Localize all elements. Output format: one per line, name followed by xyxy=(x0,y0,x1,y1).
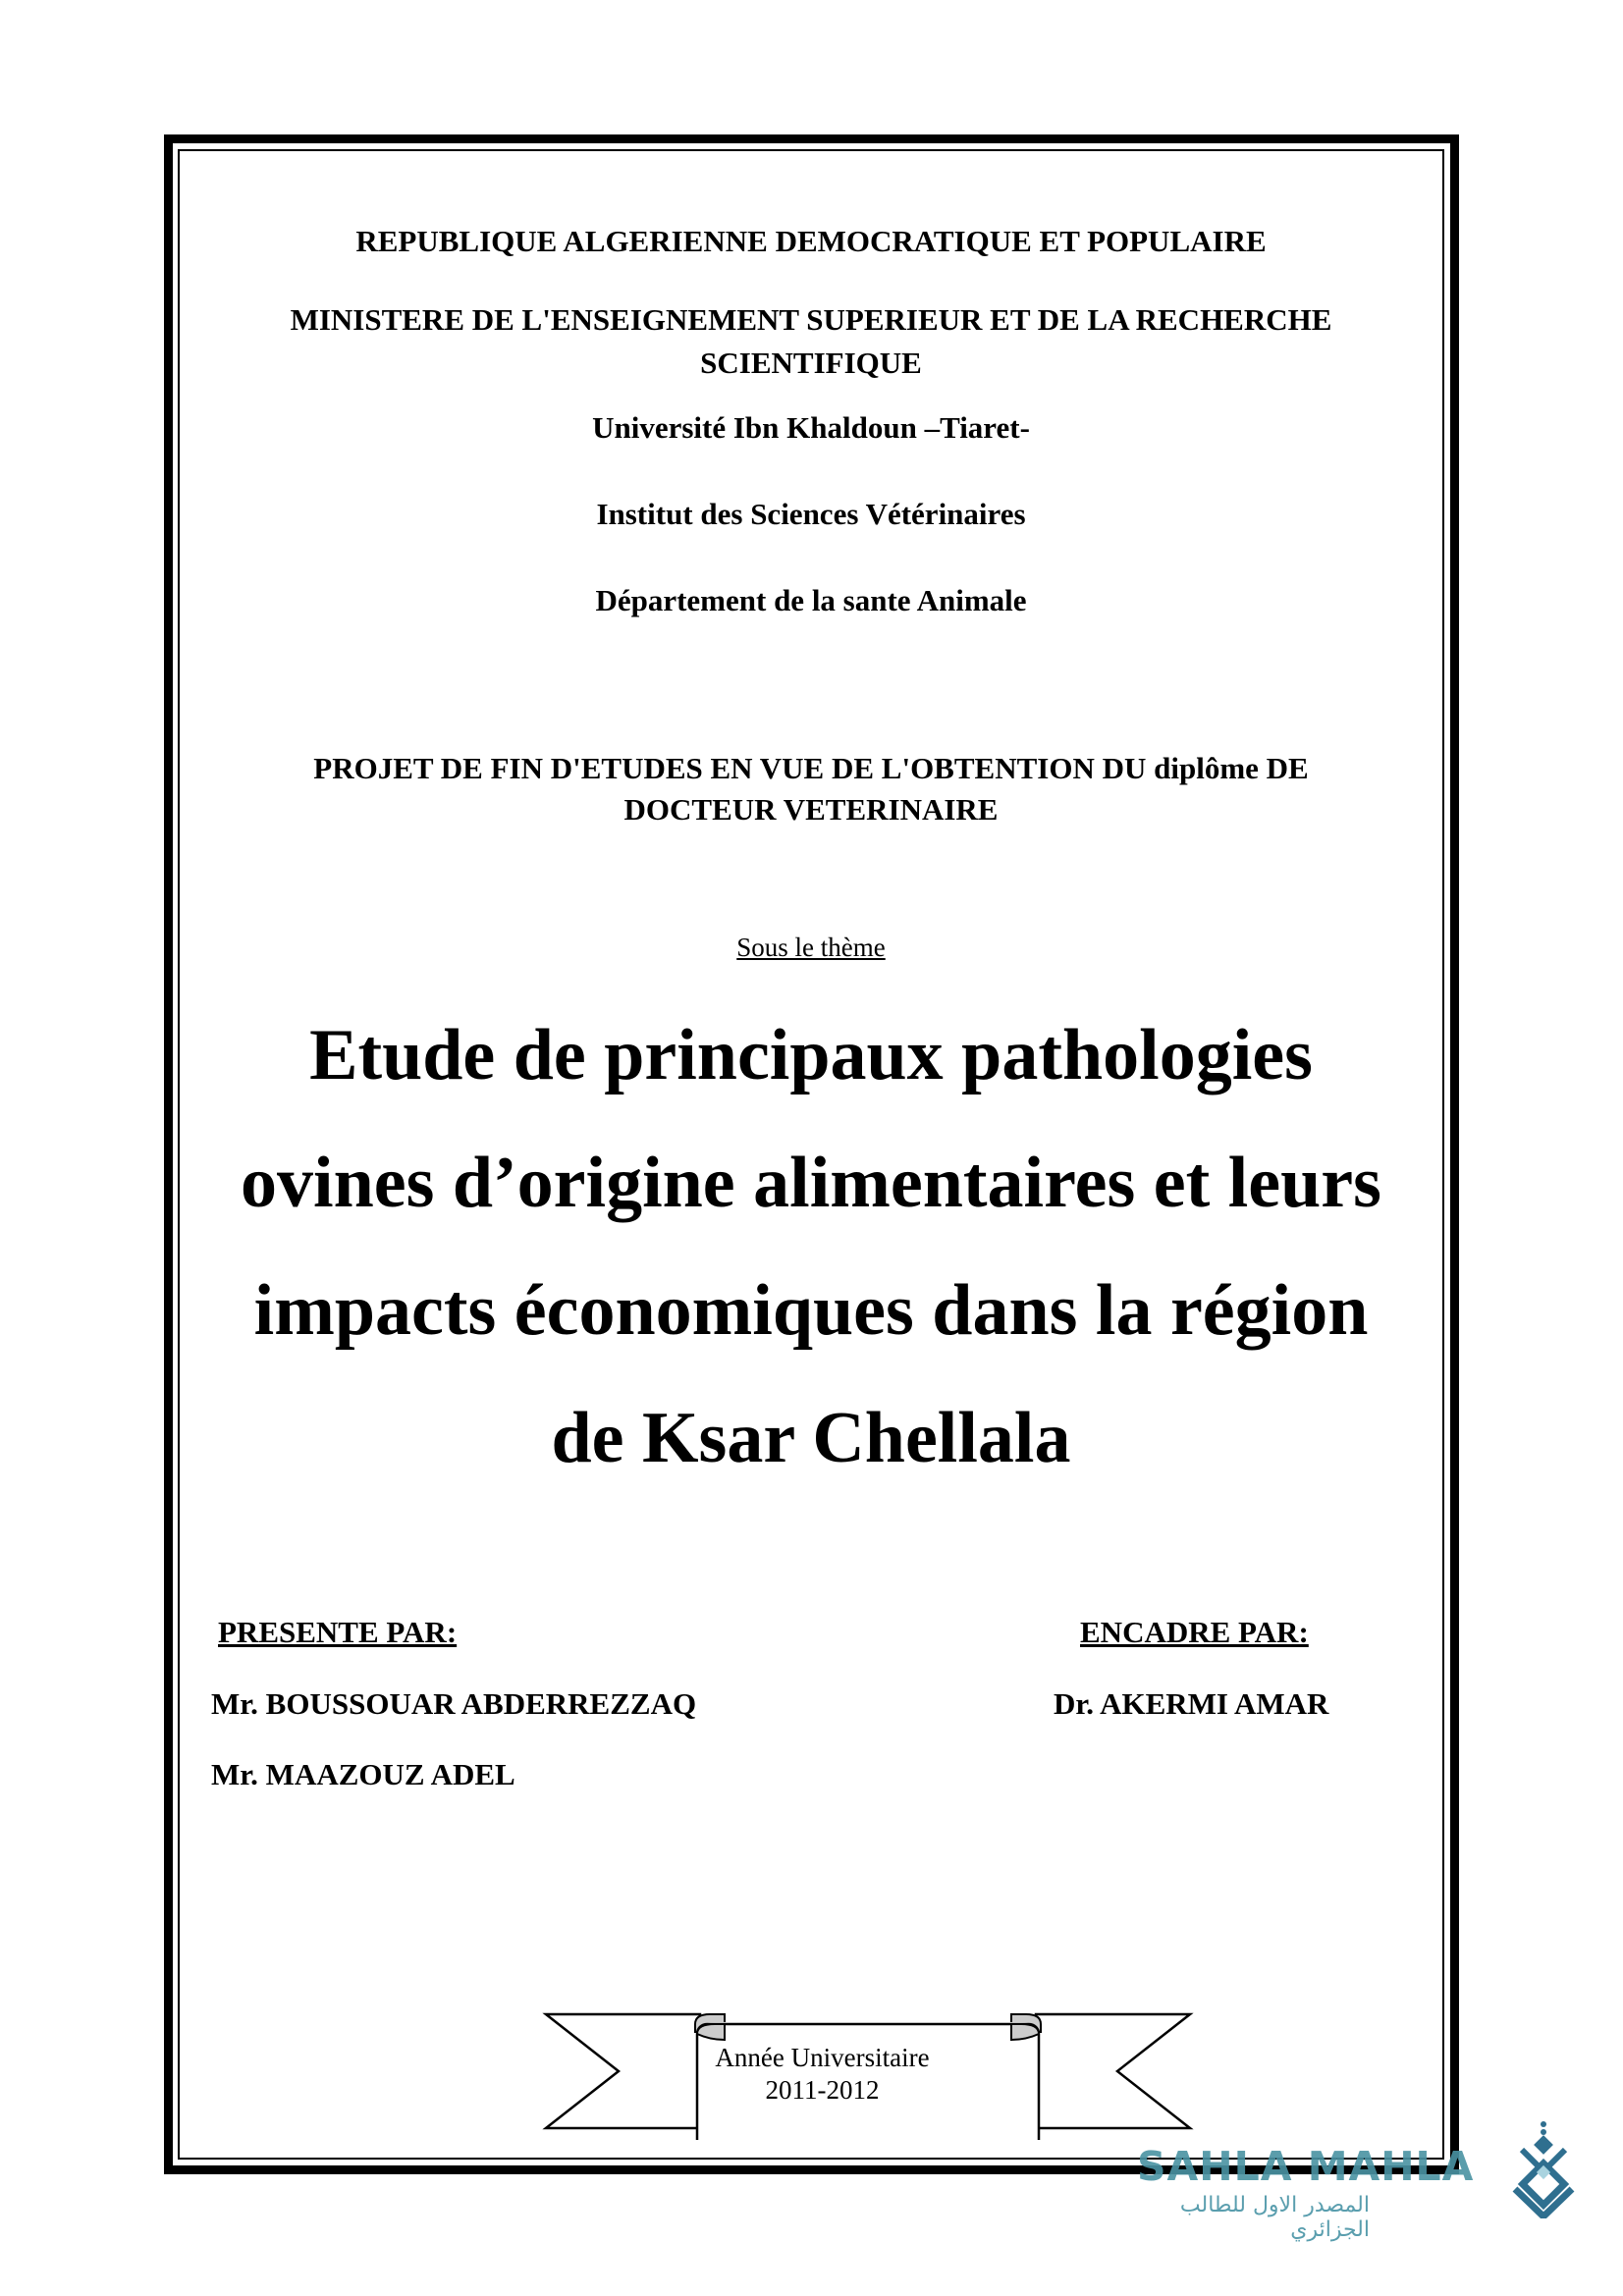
university-name: Université Ibn Khaldoun –Tiaret- xyxy=(592,410,1030,445)
project-line-2: DOCTEUR VETERINAIRE xyxy=(623,792,999,827)
ministry-line-2: SCIENTIFIQUE xyxy=(700,346,922,380)
title-line-3: impacts économiques dans la région xyxy=(253,1270,1369,1351)
academic-year-label: Année Universitaire xyxy=(715,2043,930,2072)
title-line-2: ovines d’origine alimentaires et leurs xyxy=(241,1143,1381,1223)
student-name: Mr. BOUSSOUAR ABDERREZZAQ xyxy=(211,1686,697,1721)
student-name: Mr. MAAZOUZ ADEL xyxy=(211,1757,515,1791)
watermark-logo-icon xyxy=(1507,2120,1581,2218)
institute-name: Institut des Sciences Vétérinaires xyxy=(596,497,1026,531)
department-name: Département de la sante Animale xyxy=(595,583,1027,617)
ministry-heading xyxy=(178,298,1444,385)
title-line-4: de Ksar Chellala xyxy=(551,1398,1071,1478)
academic-year-value: 2011-2012 xyxy=(765,2075,880,2105)
academic-year xyxy=(696,2042,948,2107)
thesis-title xyxy=(178,991,1444,1502)
project-description xyxy=(178,748,1444,830)
supervisor-name: Dr. AKERMI AMAR xyxy=(1054,1686,1329,1721)
republic-heading: REPUBLIQUE ALGERIENNE DEMOCRATIQUE ET POPULAIRE xyxy=(355,224,1267,258)
watermark-text: SAHLA MAHLA xyxy=(1137,2143,1475,2190)
watermark-tagline: المصدر الاول للطالب الجزائري xyxy=(1179,2193,1370,2242)
presented-by-label: PRESENTE PAR: xyxy=(218,1615,458,1649)
ministry-line-1: MINISTERE DE L'ENSEIGNEMENT SUPERIEUR ET DE LA RECHERCHE xyxy=(290,302,1332,337)
project-line-1: PROJET DE FIN D'ETUDES EN VUE DE L'OBTENTION DU diplôme DE xyxy=(313,751,1309,785)
supervised-by-label: ENCADRE PAR: xyxy=(1080,1615,1309,1649)
title-line-1: Etude de principaux pathologies xyxy=(309,1015,1313,1095)
theme-label: Sous le thème xyxy=(736,933,886,962)
